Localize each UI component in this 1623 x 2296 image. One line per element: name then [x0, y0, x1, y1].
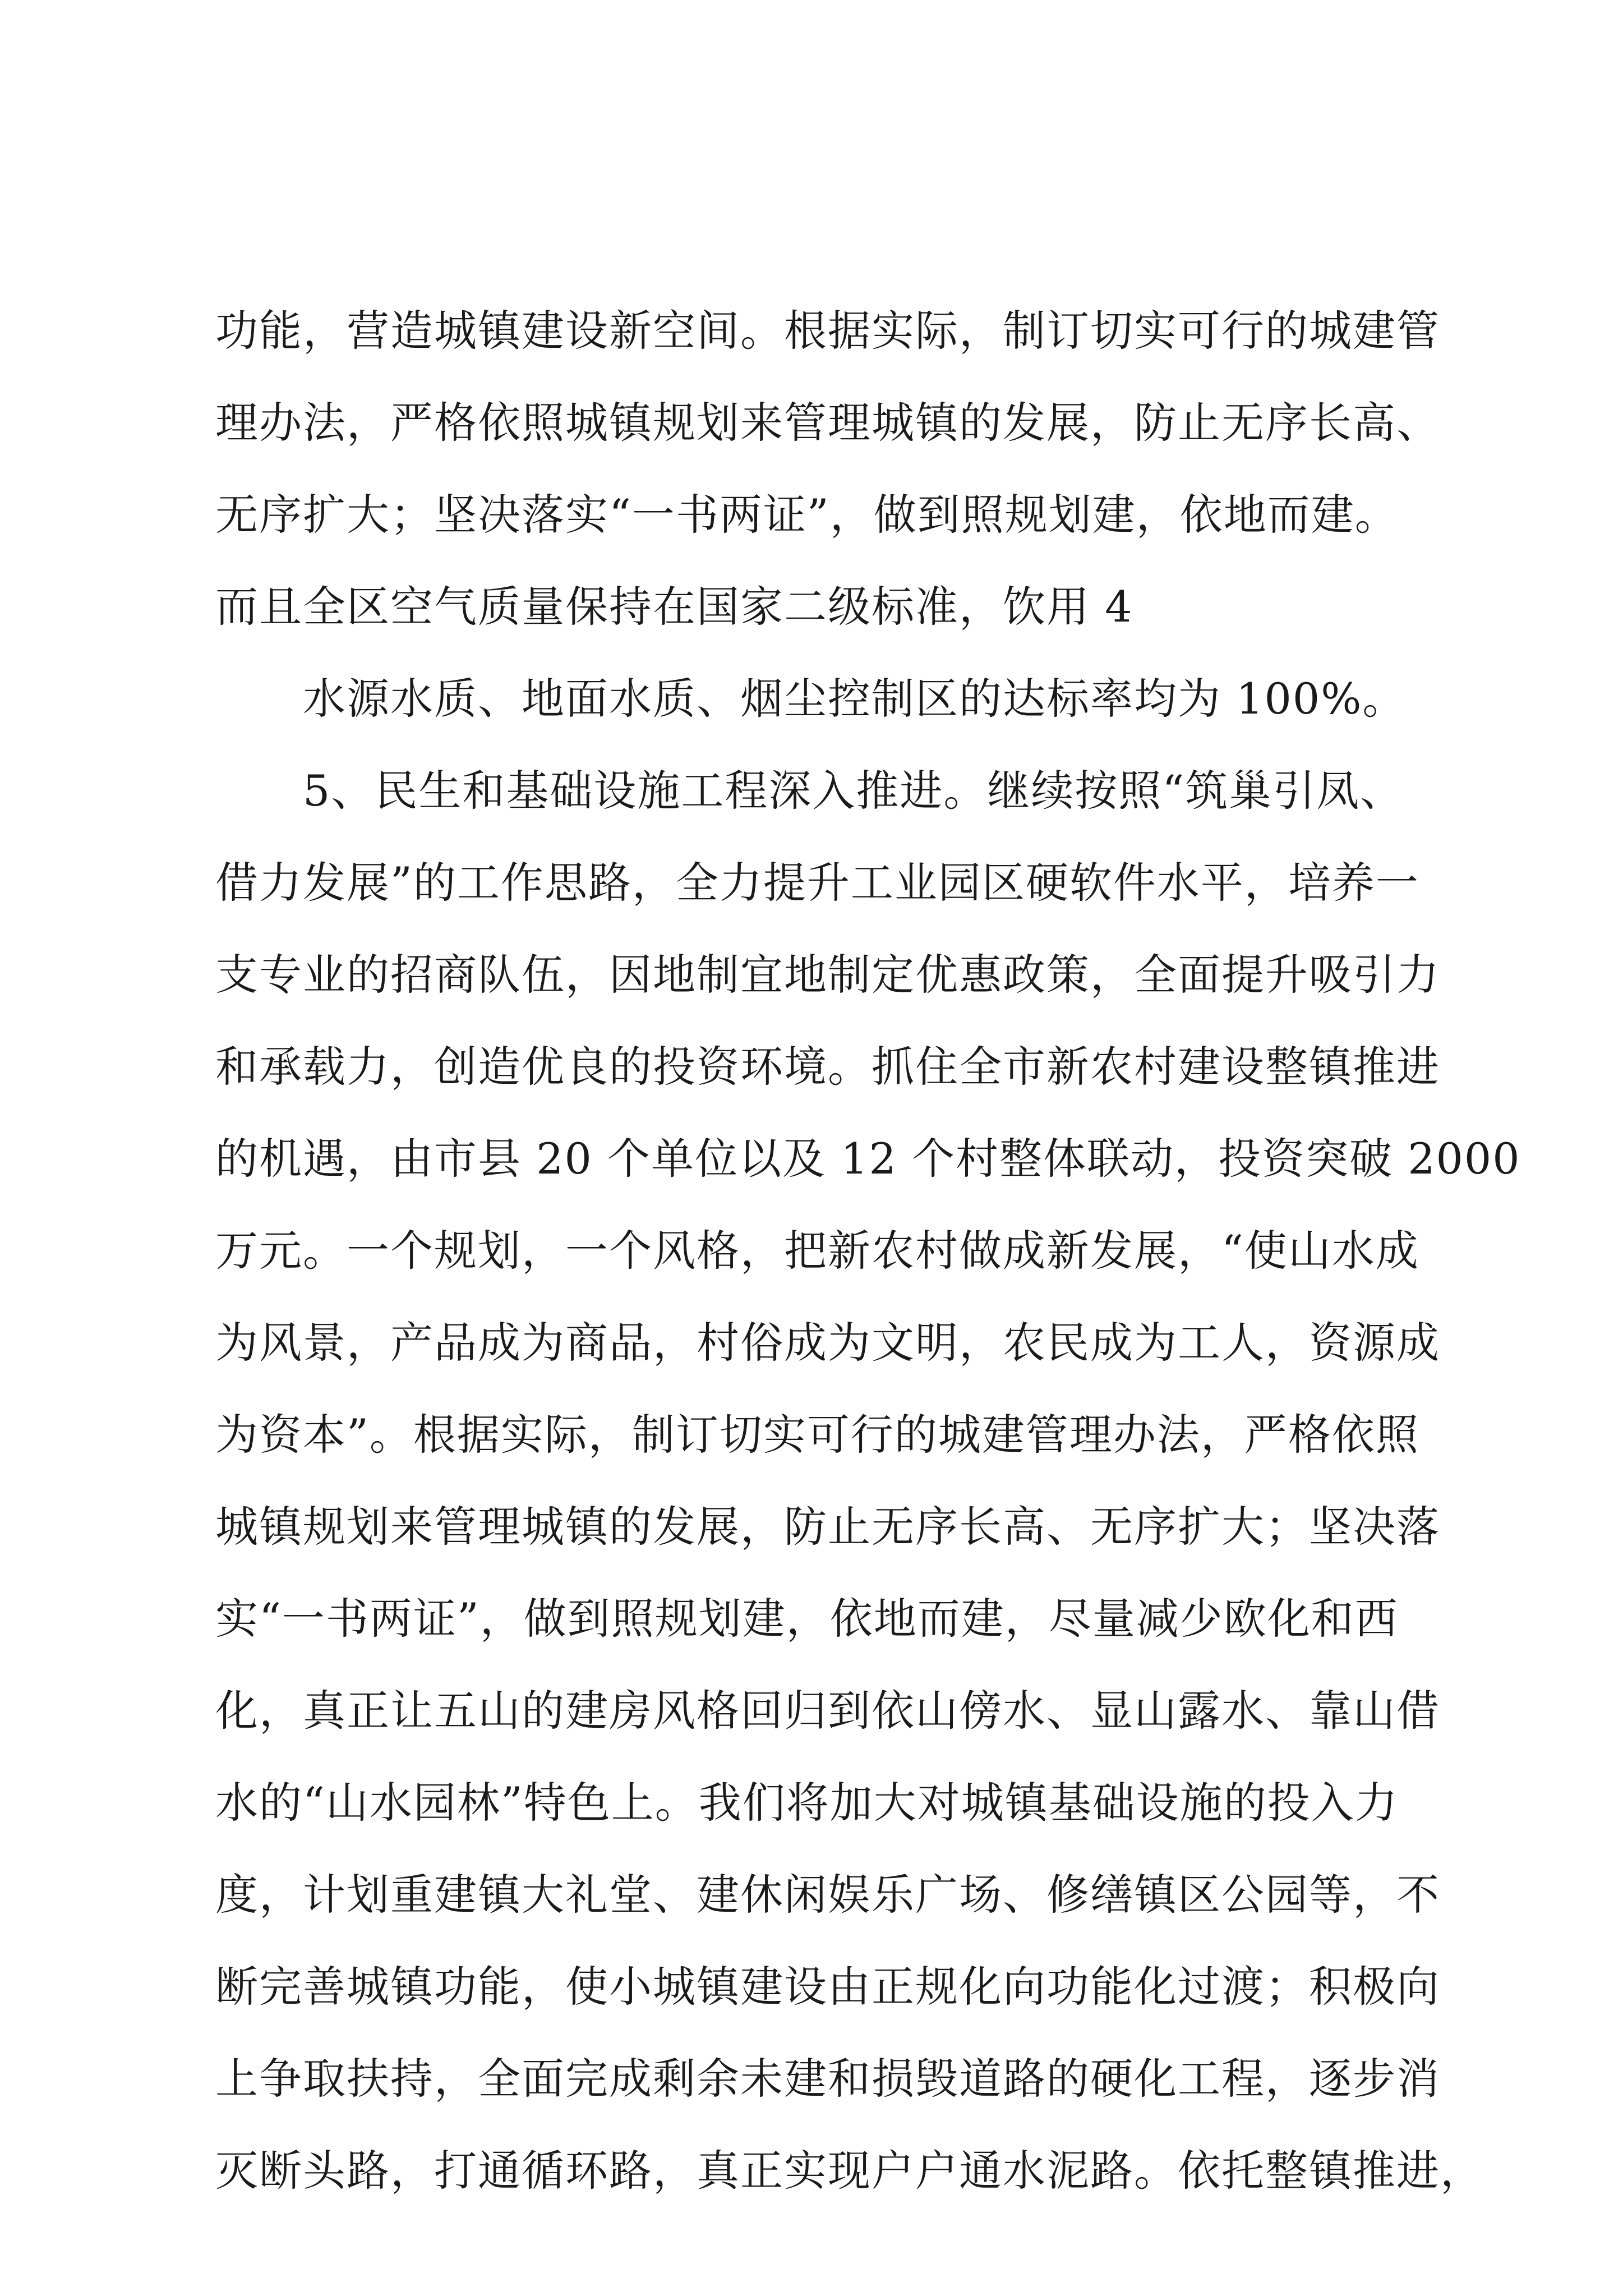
text-line: 而且全区空气质量保持在国家二级标准，饮用 4 — [215, 582, 1133, 632]
text-line: 度，计划重建镇大礼堂、建休闲娱乐广场、修缮镇区公园等，不 — [215, 1870, 1440, 1920]
text-line: 化，真正让五山的建房风格回归到依山傍水、显山露水、靠山借 — [215, 1686, 1440, 1736]
text-line: 和承载力，创造优良的投资环境。抓住全市新农村建设整镇推进 — [215, 1042, 1440, 1092]
text-line: 支专业的招商队伍，因地制宜地制定优惠政策，全面提升吸引力 — [215, 950, 1440, 1000]
text-line: 无序扩大；坚决落实“一书两证”，做到照规划建，依地而建。 — [215, 490, 1399, 540]
text-line: 灭断头路，打通循环路，真正实现户户通水泥路。依托整镇推进， — [215, 2146, 1484, 2196]
text-line: 的机遇，由市县 20 个单位以及 12 个村整体联动，投资突破 2000 — [215, 1134, 1521, 1184]
text-line: 为风景，产品成为商品，村俗成为文明，农民成为工人，资源成 — [215, 1318, 1440, 1368]
text-line: 城镇规划来管理城镇的发展，防止无序长高、无序扩大；坚决落 — [215, 1502, 1440, 1552]
text-line: 功能，营造城镇建设新空间。根据实际，制订切实可行的城建管 — [215, 306, 1440, 356]
text-line: 借力发展”的工作思路，全力提升工业园区硬软件水平，培养一 — [215, 858, 1419, 908]
text-line: 理办法，严格依照城镇规划来管理城镇的发展，防止无序长高、 — [215, 398, 1440, 448]
text-line: 水的“山水园林”特色上。我们将加大对城镇基础设施的投入力 — [215, 1778, 1399, 1828]
text-line: 上争取扶持，全面完成剩余未建和损毁道路的硬化工程，逐步消 — [215, 2054, 1440, 2104]
text-line: 断完善城镇功能，使小城镇建设由正规化向功能化过渡；积极向 — [215, 1962, 1440, 2012]
text-line: 实“一书两证”，做到照规划建，依地而建，尽量减少欧化和西 — [215, 1594, 1399, 1644]
text-line: 5、民生和基础设施工程深入推进。继续按照“筑巢引凤、 — [303, 766, 1404, 816]
text-line: 为资本”。根据实际，制订切实可行的城建管理办法，严格依照 — [215, 1410, 1419, 1460]
text-line: 水源水质、地面水质、烟尘控制区的达标率均为 100%。 — [303, 674, 1407, 724]
text-line: 万元。一个规划，一个风格，把新农村做成新发展，“使山水成 — [215, 1226, 1419, 1276]
